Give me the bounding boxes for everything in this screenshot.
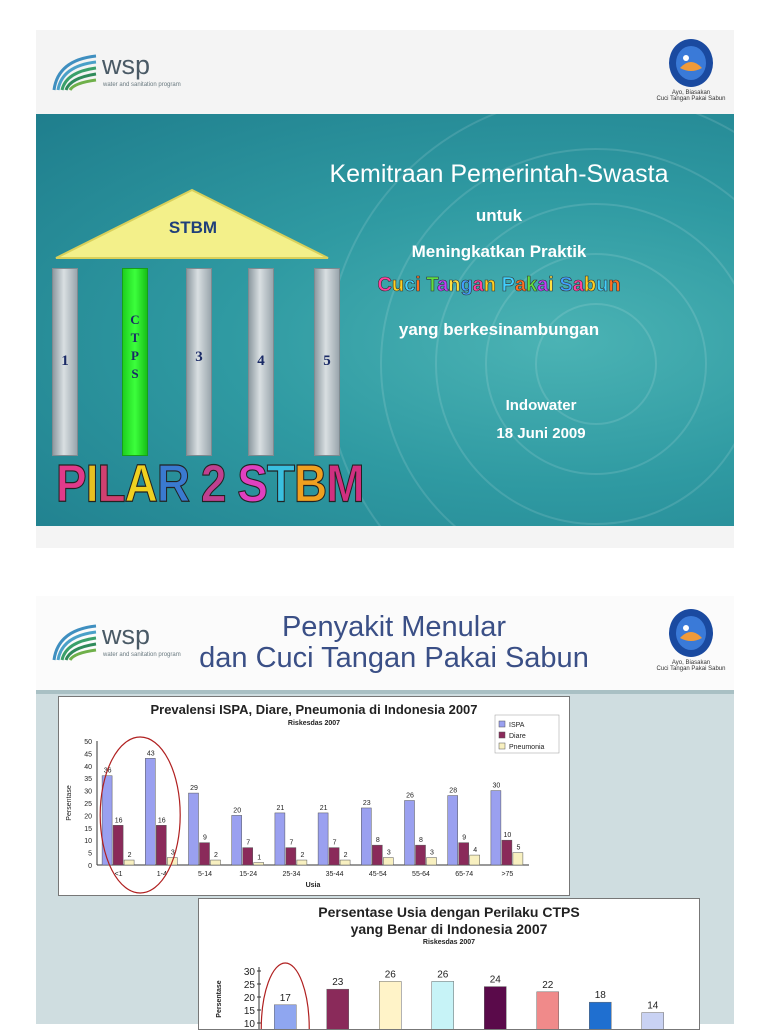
pillar-5: 5 [314, 268, 340, 456]
pilar-title-letter: A [124, 453, 157, 513]
line-berkesinambungan: yang berkesinambungan [398, 320, 600, 339]
chart1-data-label: 36 [103, 767, 112, 775]
chart2-y-tick: 20 [243, 993, 255, 1004]
chart1-bar-diare [286, 848, 296, 865]
pilar-2-stbm-title [56, 452, 364, 514]
chart1-y-tick: 35 [84, 776, 92, 784]
chart1-data-label: 28 [449, 787, 458, 795]
ctps-letters: C T P S [130, 312, 140, 381]
pillar-1: 1 [52, 268, 78, 456]
chart2-bar [537, 992, 559, 1029]
chart2-bar [274, 1005, 296, 1029]
chart1-bar-diare [113, 825, 123, 865]
chart1-data-label: 9 [203, 834, 207, 842]
chart1-legend-label: ISPA [509, 722, 525, 729]
chart1-bar-pneumonia [297, 860, 307, 865]
chart2-data-label: 26 [384, 969, 396, 981]
chart1-data-label: 26 [406, 792, 414, 800]
pilar-title-letter: B [294, 453, 327, 513]
cuci-title-letter: a [537, 274, 549, 296]
pilar-title-letter: 2 [200, 453, 226, 513]
chart2-subtitle: Riskesdas 2007 [422, 939, 476, 946]
chart2-bar [432, 981, 454, 1029]
chart1-legend-swatch [499, 732, 505, 738]
cuci-title-letter: P [501, 274, 515, 296]
line-untuk: untuk [475, 206, 523, 225]
chart1-bar-pneumonia [340, 860, 350, 865]
chart2-data-label: 17 [279, 992, 291, 1004]
chart1-data-label: 2 [300, 852, 305, 860]
wsp-waves-icon [52, 52, 98, 92]
cuci-title-letter: n [483, 274, 497, 296]
chart1-x-tick: >75 [501, 871, 514, 878]
pilar-title-letter: I [85, 453, 98, 513]
chart1-data-label: 16 [114, 817, 123, 825]
pilar-title-letter: L [97, 453, 125, 513]
chart1-bar-ispa [491, 791, 501, 865]
chart1-x-tick: 5-14 [197, 871, 213, 878]
pillar-4: 4 [248, 268, 274, 456]
chart1-y-tick: 5 [88, 850, 92, 858]
chart1-data-label: 1 [257, 854, 262, 862]
ctps-logo [654, 38, 728, 112]
chart1-bar-pneumonia [427, 858, 437, 865]
chart1-legend-label: Pneumonia [509, 744, 545, 751]
chart1-bar-pneumonia [211, 860, 221, 865]
chart1-x-tick: 65-74 [455, 871, 474, 878]
chart1-y-tick: 0 [88, 863, 92, 870]
chart1-x-tick: 1-4 [156, 871, 167, 878]
chart1-y-tick: 45 [84, 751, 92, 759]
chart1-bar-diare [156, 825, 166, 865]
cuci-title-letter: n [448, 274, 461, 296]
ctps-age-chart-svg [199, 899, 699, 1029]
wsp-tagline: water and sanitation program [103, 652, 181, 658]
pilar-title-letter [189, 453, 201, 513]
chart1-x-tick: 25-34 [282, 871, 301, 878]
chart1-subtitle: Riskesdas 2007 [287, 720, 341, 727]
chart2-y-tick: 15 [243, 1006, 255, 1017]
chart2-y-tick: 10 [243, 1019, 255, 1029]
chart1-bar-diare [502, 840, 512, 865]
chart2-data-label: 26 [437, 969, 449, 981]
cuci-title-letter: k [526, 274, 538, 296]
chart1-data-label: 4 [473, 847, 478, 855]
ctps-logo-2 [654, 608, 728, 682]
cuci-title-letter: a [437, 274, 449, 296]
cuci-title-letter: g [460, 274, 473, 296]
event-date: 18 Juni 2009 [496, 425, 586, 442]
cuci-title-letter: u [596, 274, 609, 296]
chart1-data-label: 23 [362, 799, 371, 807]
chart1-legend-swatch [499, 721, 505, 727]
chart1-data-label: 10 [503, 832, 512, 840]
chart2-bar [589, 1002, 611, 1029]
cuci-title-letter: a [472, 274, 484, 296]
chart2-bar [327, 989, 349, 1029]
cuci-title-letter: i [415, 274, 421, 296]
chart1-bar-ispa [361, 808, 371, 865]
chart1-x-tick: 15-24 [239, 871, 258, 878]
chart1-data-label: 8 [419, 837, 423, 845]
cuci-title-letter: C [377, 274, 392, 296]
chart1-y-tick: 25 [84, 801, 92, 808]
chart1-data-label: 21 [276, 804, 285, 812]
chart1-bar-diare [200, 843, 210, 865]
chart1-y-tick: 10 [84, 838, 92, 846]
cuci-tangan-pakai-sabun [274, 274, 724, 297]
pilar-title-letter: R [156, 453, 190, 513]
chart1-data-label: 16 [157, 817, 166, 825]
chart1-data-label: 30 [492, 782, 501, 790]
chart1-legend-label: Diare [509, 733, 526, 740]
chart1-data-label: 2 [127, 852, 132, 860]
chart1-bar-diare [459, 843, 469, 865]
chart1-bar-diare [329, 848, 339, 865]
chart1-data-label: 20 [233, 807, 242, 815]
chart1-bar-diare [243, 848, 253, 865]
chart2-y-tick: 25 [243, 980, 255, 991]
ctps-seal-icon [666, 608, 716, 658]
ctps-seal-icon [666, 38, 716, 88]
chart1-bar-diare [372, 845, 382, 865]
chart2-title-line2: yang Benar di Indonesia 2007 [350, 921, 548, 937]
cuci-title-letter: T [426, 274, 438, 296]
chart1-data-label: 3 [430, 849, 434, 857]
slide2-title-line1: Penyakit Menular [281, 611, 507, 643]
pilar-title-letter: T [266, 453, 294, 513]
chart1-bar-pneumonia [383, 858, 393, 865]
cuci-title-letter: n [608, 274, 621, 296]
chart2-title-line1: Persentase Usia dengan Perilaku CTPS [318, 904, 580, 920]
pilar-title-letter [225, 453, 237, 513]
chart2-y-label: Persentase [216, 980, 223, 1018]
pillar-3: 3 [186, 268, 212, 456]
wsp-name: wsp [102, 620, 151, 650]
pilar-title-letter: P [56, 453, 86, 513]
slide2-title [154, 612, 634, 674]
wsp-tagline: water and sanitation program [103, 82, 181, 88]
line-meningkatkan: Meningkatkan Praktik [411, 242, 587, 261]
chart1-data-label: 43 [146, 750, 155, 758]
chart1-data-label: 3 [386, 849, 391, 857]
chart1-x-tick: 35-44 [325, 871, 344, 878]
chart1-bar-ispa [145, 758, 155, 865]
cuci-title-letter: S [559, 274, 573, 296]
chart1-bar-ispa [189, 793, 199, 865]
chart1-y-tick: 15 [84, 825, 92, 833]
cuci-title-letter: u [391, 274, 405, 296]
slide-1 [36, 30, 734, 548]
prevalence-chart [58, 696, 570, 896]
wsp-logo [52, 48, 202, 98]
cuci-title-letter: a [514, 274, 527, 296]
chart1-data-label: 9 [462, 834, 467, 842]
chart1-x-tick: <1 [114, 871, 123, 878]
chart1-bar-ispa [275, 813, 285, 865]
chart1-bar-ispa [318, 813, 328, 865]
chart1-data-label: 2 [343, 852, 348, 860]
chart1-bar-ispa [102, 776, 112, 865]
ctps-logo-line1: Ayo, Biasakan [671, 90, 711, 96]
slide2-title-line2: dan Cuci Tangan Pakai Sabun [199, 642, 589, 674]
chart2-data-label: 23 [332, 977, 344, 989]
wsp-waves-icon [52, 622, 98, 662]
ctps-logo-line1: Ayo, Biasakan [671, 660, 711, 666]
chart1-bar-pneumonia [124, 860, 134, 865]
chart1-bar-pneumonia [470, 855, 480, 865]
chart1-legend-swatch [499, 743, 505, 749]
slide-2 [36, 596, 734, 1029]
chart1-bar-ispa [232, 815, 242, 865]
chart1-bar-pneumonia [513, 853, 523, 865]
chart2-data-label: 18 [594, 990, 606, 1002]
chart1-data-label: 2 [214, 852, 218, 860]
cuci-title-letter: a [572, 274, 584, 296]
chart1-data-label: 3 [170, 849, 175, 857]
chart1-y-tick: 40 [84, 763, 92, 771]
chart1-bar-ispa [448, 796, 458, 865]
title-panel [36, 114, 734, 526]
chart1-y-tick: 20 [84, 813, 92, 821]
ctps-logo-line2: Cuci Tangan Pakai Sabun [656, 96, 726, 102]
chart1-x-tick: 55-64 [412, 871, 430, 878]
chart2-data-label: 22 [542, 979, 554, 991]
chart2-y-tick: 30 [243, 967, 255, 978]
pillar-ctps [122, 268, 148, 456]
wsp-name: wsp [102, 50, 151, 80]
chart1-data-label: 8 [375, 837, 380, 845]
stbm-roof-label: STBM [168, 218, 218, 237]
chart1-data-label: 7 [332, 839, 337, 847]
ctps-age-chart [198, 898, 700, 1030]
chart1-y-tick: 50 [84, 739, 92, 746]
chart1-bar-diare [416, 845, 426, 865]
event-name: Indowater [505, 397, 577, 414]
chart1-data-label: 7 [246, 839, 251, 847]
chart1-data-label: 7 [289, 839, 294, 847]
chart1-y-label: Persentase [66, 785, 73, 821]
chart2-bar [379, 981, 401, 1029]
chart1-title: Prevalensi ISPA, Diare, Pneumonia di Indonesia 2007 [150, 702, 478, 717]
chart1-x-tick: 45-54 [368, 871, 387, 878]
cuci-title-letter: b [583, 274, 597, 296]
chart1-bar-pneumonia [254, 863, 264, 865]
ctps-logo-line2: Cuci Tangan Pakai Sabun [656, 666, 726, 672]
chart2-bar [642, 1013, 664, 1029]
chart2-bar [484, 987, 506, 1029]
slide1-title: Kemitraan Pemerintah-Swasta [329, 160, 669, 188]
cuci-title-letter: i [548, 274, 554, 296]
chart2-data-label: 24 [489, 974, 501, 986]
chart1-data-label: 21 [319, 804, 328, 812]
chart1-y-tick: 30 [84, 788, 92, 796]
chart2-data-label: 14 [647, 1000, 659, 1012]
cuci-title-letter: c [404, 274, 416, 296]
chart1-bar-ispa [405, 801, 415, 865]
prevalence-chart-svg [59, 697, 569, 895]
pilar-title-letter: M [326, 453, 364, 513]
chart1-data-label: 29 [190, 785, 198, 793]
chart1-x-label: Usia [305, 882, 321, 889]
chart1-data-label: 5 [516, 844, 521, 852]
pilar-title-letter: S [237, 453, 267, 513]
